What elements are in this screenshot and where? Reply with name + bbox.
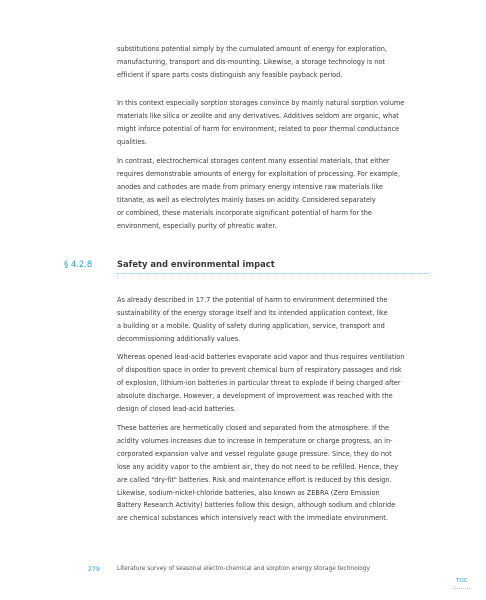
running-title: Literature survey of seasonal electro-chemical and sorption energy storage technology <box>117 566 370 572</box>
text-line: of explosion, lithium-ion batteries in particular threat to explode if being charged after <box>117 378 401 387</box>
text-line: titanate, as well as electrolytes mainly bases on acidity. Considered separately <box>117 195 376 204</box>
text-line: or combined, these materials incorporate significant potential of harm for the <box>117 208 372 217</box>
text-line: manufacturing, transport and dis-mounting. Likewise, a storage technology is not <box>117 57 385 66</box>
text-line: sustainability of the energy storage itself and its intended application context, like <box>117 308 388 317</box>
paragraph-top-3 <box>117 155 429 232</box>
page-number: 279 <box>88 566 100 573</box>
paragraph-bottom-2 <box>117 351 429 416</box>
text-line: design of closed lead-acid batteries. <box>117 404 236 413</box>
text-line: These batteries are hermetically closed and separated from the atmosphere. If the <box>117 424 390 432</box>
section-title: Safety and environmental impact <box>117 259 275 269</box>
toc-underline <box>453 588 470 589</box>
text-line: efficient if spare parts costs distinguish any feasible payback period. <box>117 70 343 79</box>
text-line: might inforce potential of harm for environment, related to poor thermal conductance <box>117 124 400 133</box>
text-line: acidity volumes increases due to increase in temperature or charge progress, an in- <box>117 436 393 445</box>
text-line: absolute discharge. However, a development of improvement was reached with the <box>117 391 393 400</box>
text-line: environment, especially purity of phreatic water. <box>117 221 277 230</box>
text-line: of disposition space in order to prevent chemical burn of respiratory passages and risk <box>117 365 402 374</box>
text-line: decommissioning additionally values. <box>117 334 241 343</box>
paragraph-bottom-3 <box>117 422 429 525</box>
text-line: Likewise, sodium-nickel-chloride batteries, also known as ZEBRA (Zero Emission <box>117 488 380 497</box>
text-line: are chemical substances which intensively react with the immediate environment. <box>117 514 388 523</box>
text-line: materials like silica or zeolite and any derivatives. Additives seldom are organic, what <box>117 111 399 120</box>
text-line: are called "dry-fit" batteries. Risk and maintenance effort is reduced by this design. <box>117 475 392 484</box>
text-line: requires demonstrable amounts of energy for exploitation of processing. For example, <box>117 169 400 178</box>
text-line: substitutions potential simply by the cumulated amount of energy for exploration, <box>117 45 387 53</box>
text-line: In this context especially sorption storages convince by mainly natural sorption volume <box>117 99 405 107</box>
text-line: corporated expansion valve and vessel regulate gauge pressure. Since, they do not <box>117 449 392 458</box>
text-line: anodes and cathodes are made from primary energy intensive raw materials like <box>117 182 383 191</box>
toc-link[interactable]: TOC <box>456 578 468 584</box>
paragraph-bottom-1 <box>117 294 429 346</box>
text-line: a building or a mobile. Quality of safety during application, service, transport and <box>117 321 385 330</box>
text-line: qualities. <box>117 137 147 146</box>
text-line: Battery Research Activity) batteries follow this design, although sodium and chloride <box>117 501 396 510</box>
text-line: As already described in 17.7 the potential of harm to environment determined the <box>117 296 388 304</box>
text-line: Whereas opened lead-acid batteries evaporate acid vapor and thus requires ventilation <box>117 353 405 361</box>
section-number: § 4.2.8 <box>64 259 93 269</box>
text-line: lose any acidity vapor to the ambient air, they do not need to be refilled. Hence, they <box>117 462 399 471</box>
text-line: In contrast, electrochemical storages content many essential materials, that either <box>117 157 390 165</box>
section-divider <box>117 273 429 274</box>
paragraph-top-1 <box>117 43 429 82</box>
paragraph-top-2 <box>117 97 429 149</box>
